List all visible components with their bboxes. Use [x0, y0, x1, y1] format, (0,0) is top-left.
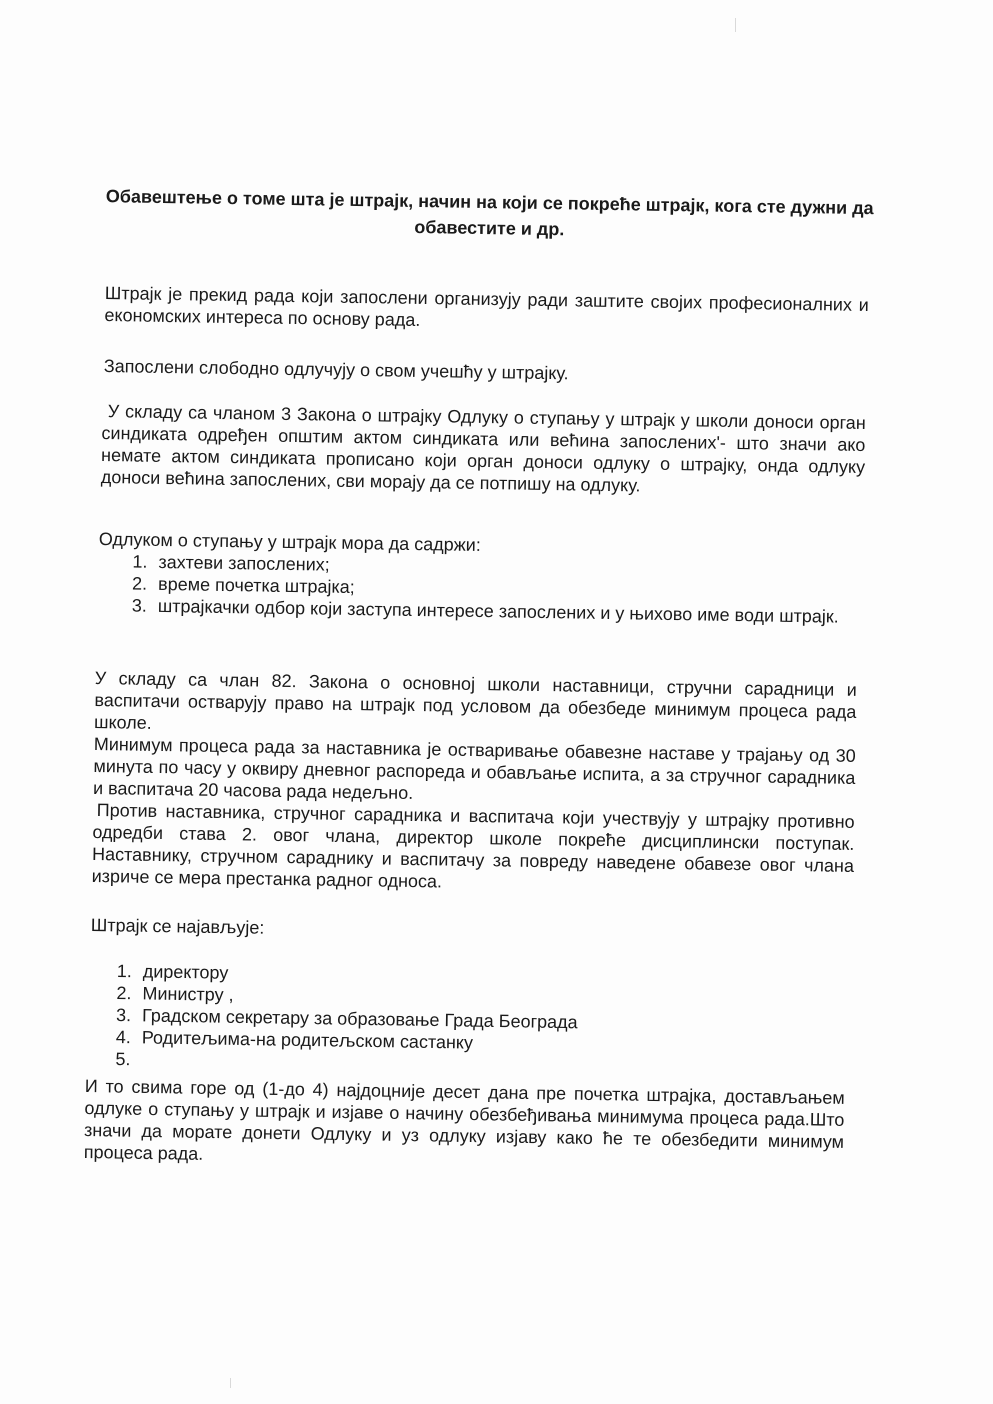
- list-number: 3.: [131, 595, 147, 616]
- list-text: захтеви запослених;: [158, 551, 330, 575]
- list-text: штрајкачки одбор који заступа интересе запослених и у њихово име води штрајк.: [157, 595, 839, 627]
- paragraph-text: Штрајк је прекид рада који запослени организују ради заштите својих професионалних и економских интереса по основу рада.: [104, 282, 869, 330]
- list-number: 4.: [115, 1026, 131, 1048]
- notify-list-block: [115, 960, 817, 1081]
- paragraph-text: Штрајк се најављује:: [90, 914, 265, 938]
- paragraph-free-participation: [104, 355, 864, 389]
- list-number: 2.: [116, 982, 132, 1004]
- paragraph-decision-contents: [98, 528, 863, 628]
- list-text: директору: [142, 961, 229, 983]
- paragraph-text: И то свима горе од (1-до 4) најдоцније десет дана пре почетка штрајка, достављањем одлуке о ступању у штрајк и изјаве о начину обезбеђивања минимума процеса рада.Што значи да морате донети Одлуку и уз одлуку изјаву како ће те обезбедити минимум процеса рада.: [83, 1075, 845, 1164]
- paragraph-strike-definition: [104, 282, 869, 338]
- paragraph-text: У складу са чланом 3 Закона о штрајку Одлуку о ступању у штрајк у школи доноси орган синдиката одређен општим актом синдиката или већина запослених'- што значи ако немате актом синдиката прописано који орган доноси одлуку о штрајку, онда одлуку доноси већина запослених, сви морају да се потпишу на одлуку.: [100, 401, 866, 496]
- list-text: Родитељима-на родитељском састанку: [141, 1027, 474, 1053]
- document-title: Обавештење о томе шта је штрајк, начин на који се покреће штрајк, кога сте дужни да обавестите и др.: [105, 186, 874, 240]
- list-number: 3.: [115, 1004, 132, 1026]
- paragraph-text: Минимум процеса рада за наставника је остваривање обавезне наставе у трајању од 30 минута по часу у оквиру дневног распореда и обављање испита, а за стручног сарадника и васпитача 20 часова рада недељно.: [92, 733, 856, 804]
- scan-artifact: [735, 18, 736, 32]
- decision-contents-list: [132, 551, 855, 628]
- list-text: време почетка штрајка;: [157, 573, 355, 598]
- list-number: 1.: [116, 960, 132, 982]
- scan-artifact: [230, 1378, 231, 1388]
- list-text: Градском секретару за образовање Града Београда: [141, 1005, 578, 1033]
- list-number: 1.: [132, 551, 148, 572]
- list-number: 2.: [131, 573, 148, 594]
- paragraph-strike-law: [101, 400, 866, 500]
- paragraph-strike-announcement: [91, 914, 851, 948]
- paragraph-text: Одлуком о ступању у штрајк мора да садржи:: [98, 528, 481, 555]
- paragraph-text: Против наставника, стручног сарадника и васпитача који учествују у штрајку противно одредби става 2. овог члана, директор школе покреће дисциплински поступак. Наставнику, стручном сараднику и васпитачу за повреду наведене обавезе овог члана изриче се мера престанка радног односа.: [91, 800, 855, 892]
- list-number: 5.: [115, 1048, 131, 1070]
- paragraph-school-law: [92, 667, 857, 899]
- notify-list: [115, 960, 817, 1081]
- paragraph-deadline: [84, 1075, 845, 1175]
- list-text: Министру ,: [142, 983, 234, 1005]
- paragraph-text: Запослени слободно одлучују о свом учешћу у штрајку.: [103, 355, 569, 384]
- paragraph-text: У складу са члан 82. Закона о основној школи наставници, стручни сарадници и васпитачи остварују право на штрајк под условом да обезбеде минимум процеса рада школе.: [93, 667, 857, 733]
